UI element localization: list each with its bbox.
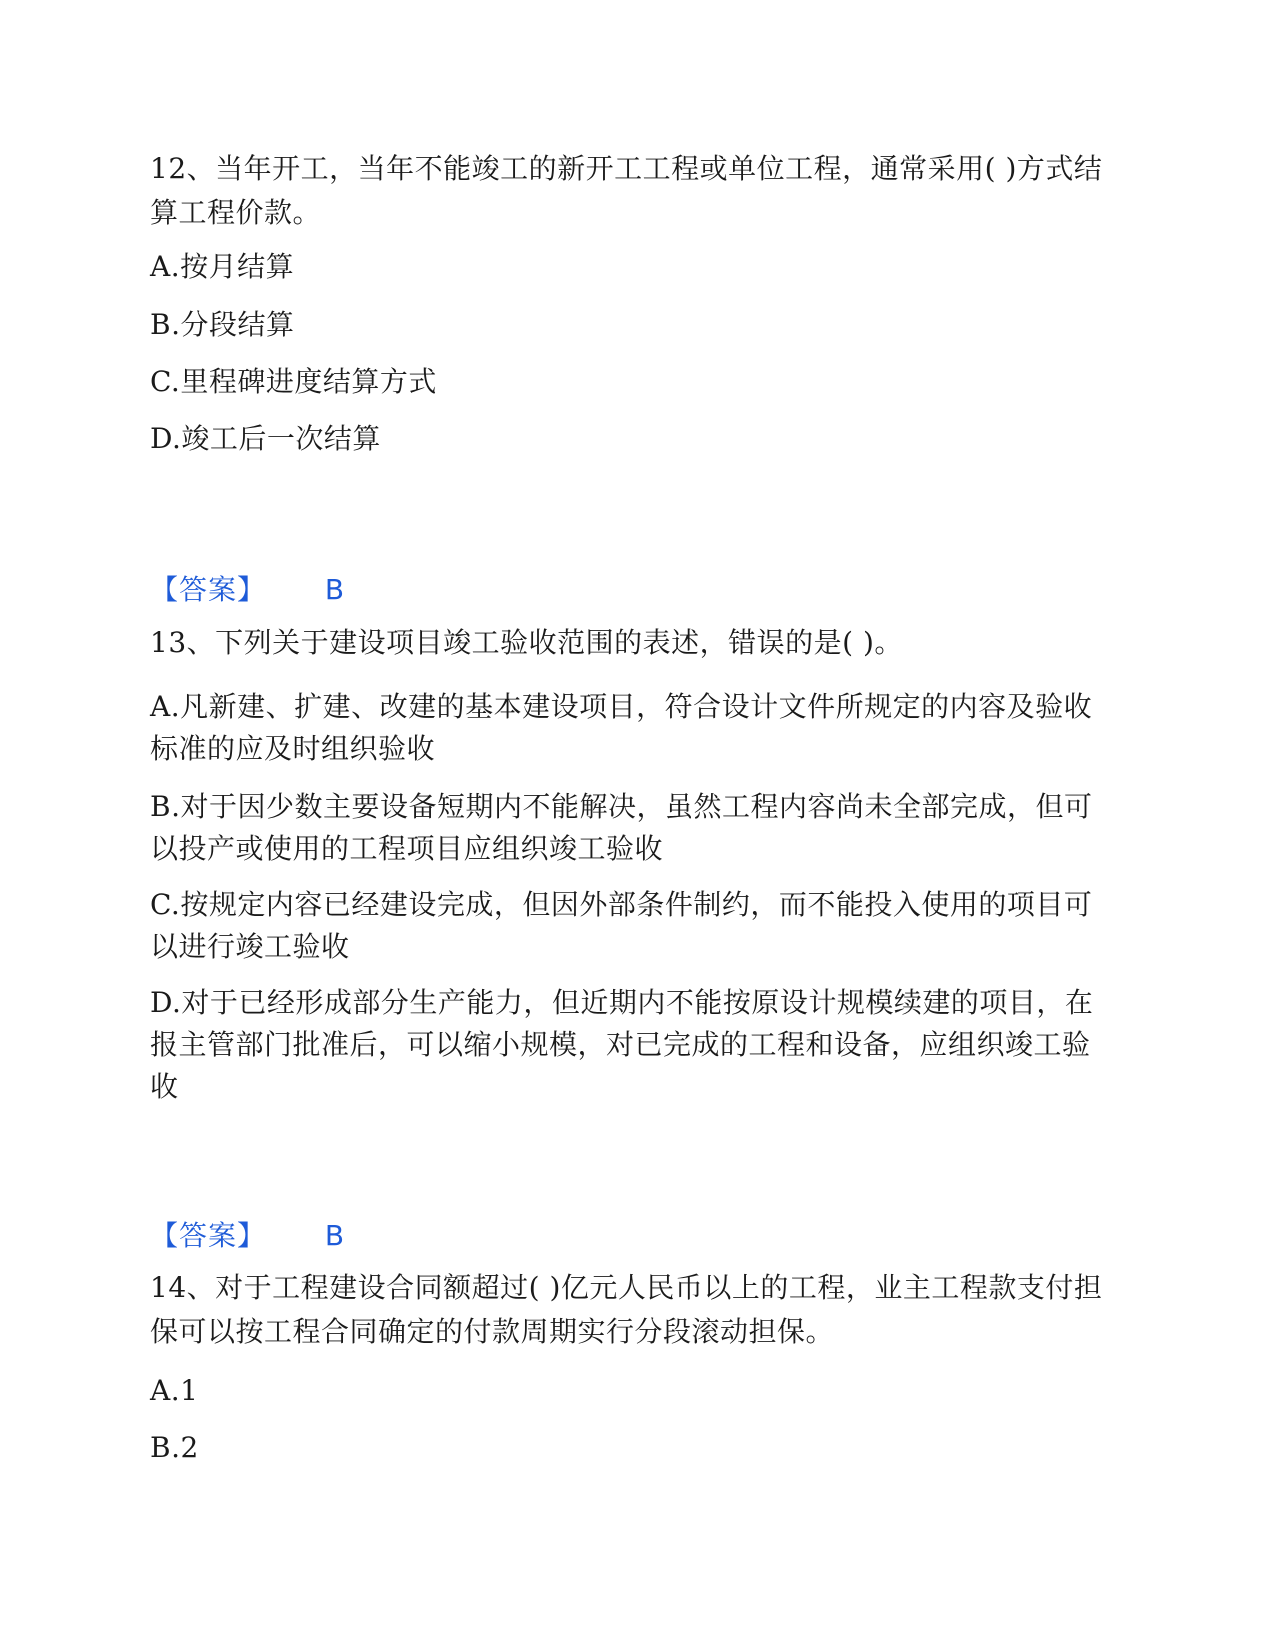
- answer-label: 【答案】: [150, 573, 267, 606]
- question-12-stem: 12、当年开工，当年不能竣工的新开工工程或单位工程，通常采用( )方式结算工程价款。: [150, 152, 1103, 229]
- question-13-stem: 13、下列关于建设项目竣工验收范围的表述，错误的是( )。: [150, 626, 903, 659]
- question-14-option-a: A.1: [150, 1374, 199, 1407]
- question-13-option-c: C.按规定内容已经建设完成，但因外部条件制约，而不能投入使用的项目可以进行竣工验收: [150, 888, 1093, 963]
- answer-value: B: [324, 1219, 345, 1252]
- question-14-option-b: B.2: [150, 1431, 199, 1464]
- question-14-stem: 14、对于工程建设合同额超过( )亿元人民币以上的工程，业主工程款支付担保可以按工程合同确定的付款周期实行分段滚动担保。: [150, 1271, 1103, 1348]
- question-13-option-a: A.凡新建、扩建、改建的基本建设项目，符合设计文件所规定的内容及验收标准的应及时组织验收: [150, 690, 1093, 765]
- question-13-answer: [150, 1216, 344, 1256]
- question-12-option-a: A.按月结算: [150, 250, 295, 283]
- question-13-option-d: D.对于已经形成部分生产能力，但近期内不能按原设计规模续建的项目，在报主管部门批准后，可以缩小规模，对已完成的工程和设备，应组织竣工验收: [150, 986, 1094, 1103]
- question-12-option-d: D.竣工后一次结算: [150, 422, 381, 455]
- question-12-option-b: B.分段结算: [150, 308, 295, 341]
- question-12-option-c: C.里程碑进度结算方式: [150, 365, 437, 398]
- answer-value: B: [324, 573, 345, 606]
- question-12-answer: [150, 570, 344, 610]
- answer-label: 【答案】: [150, 1219, 267, 1252]
- question-13-option-b: B.对于因少数主要设备短期内不能解决，虽然工程内容尚未全部完成，但可以投产或使用的工程项目应组织竣工验收: [150, 790, 1093, 865]
